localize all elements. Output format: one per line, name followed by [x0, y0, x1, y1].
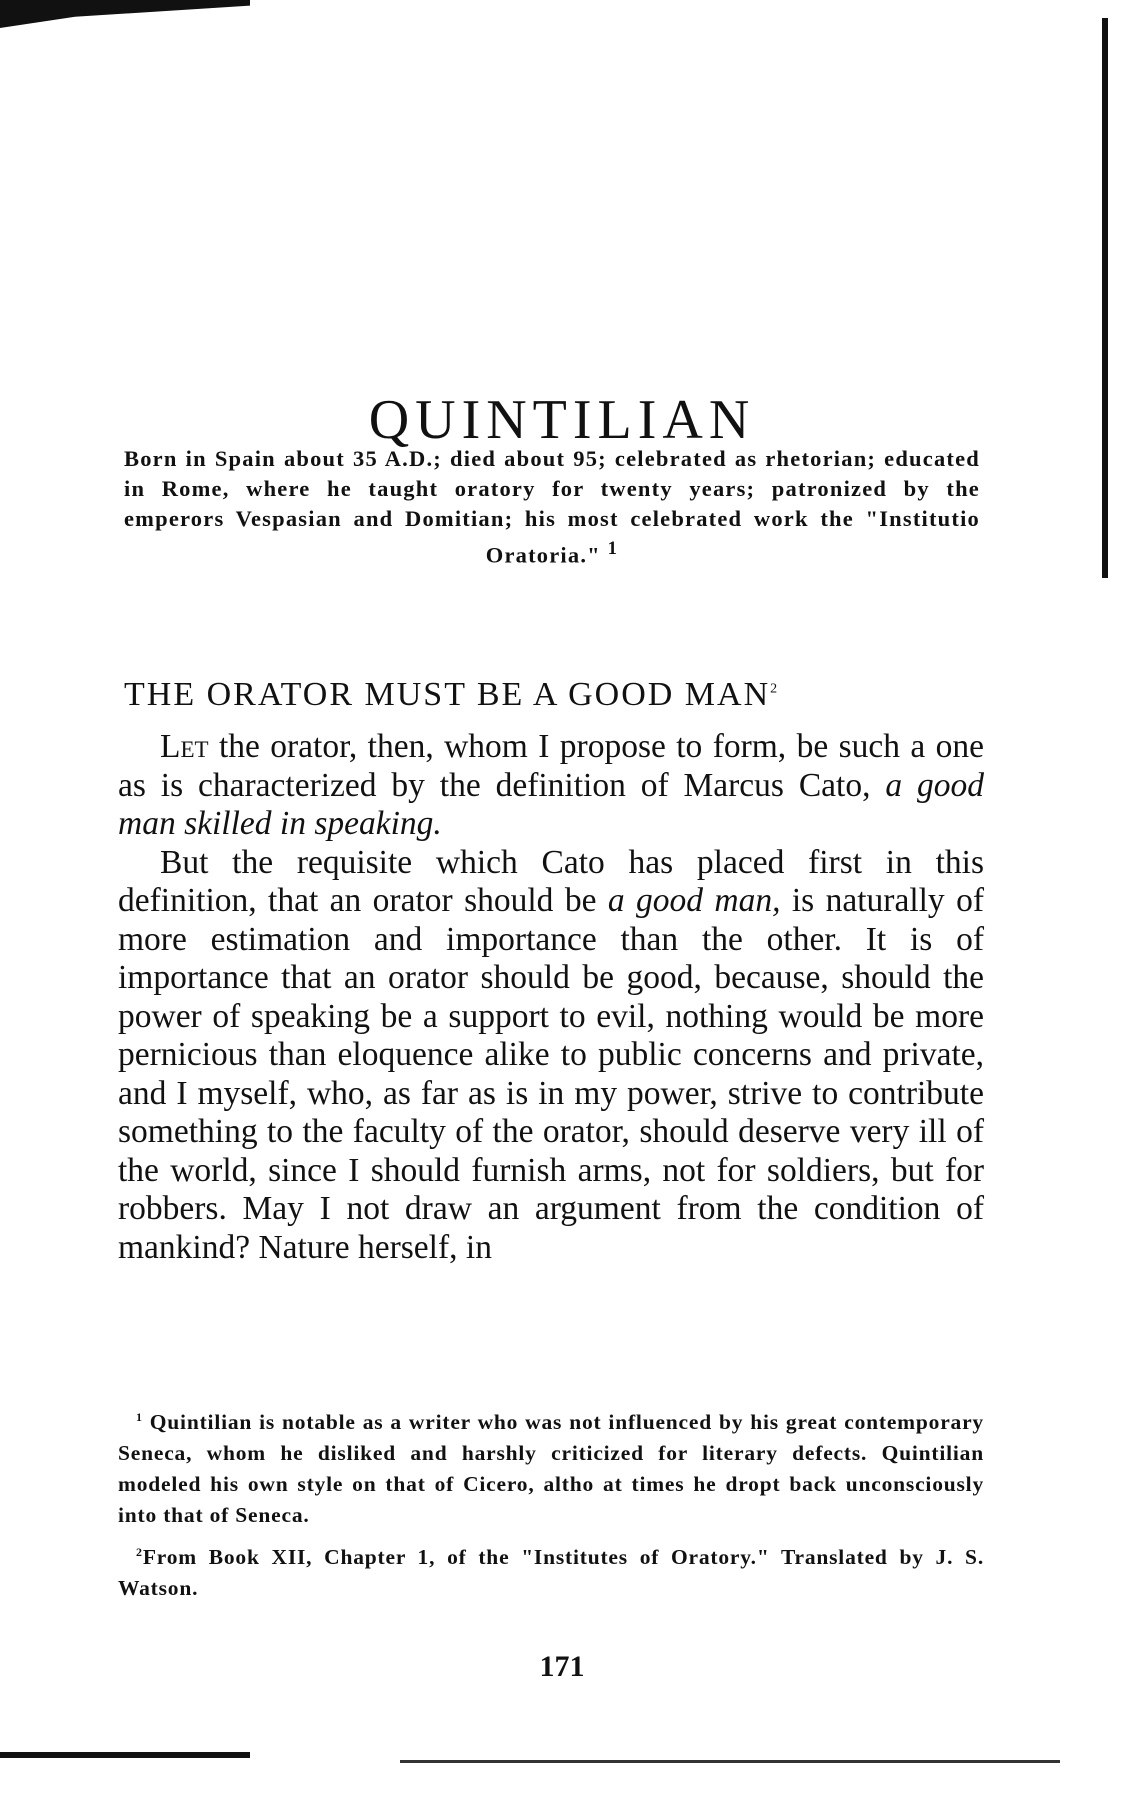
scan-edge-mark [0, 0, 250, 28]
footnote [118, 1537, 984, 1604]
footnote [118, 1402, 984, 1531]
scan-edge-mark [400, 1760, 1060, 1763]
body-text [118, 728, 984, 1267]
heading-footnote-ref: 2 [770, 681, 780, 697]
footnote-text: Quintilian is notable as a writer who was not influenced by his great contemporary Seneca, whom he disliked and harshly criticized for literary defects. Quintilian modeled his own style on that of Cicero, altho at times he dropt back unconsciously into that of Seneca. [118, 1410, 984, 1528]
footnote-mark: 2 [136, 1545, 143, 1560]
page-title: QUINTILIAN [368, 388, 756, 451]
lead-word: Let [160, 728, 209, 765]
footnotes [118, 1402, 984, 1610]
footnote-text: From Book XII, Chapter 1, of the "Institutes of Oratory." Translated by J. S. Watson. [118, 1545, 984, 1601]
italic-phrase: a good man, [607, 882, 781, 919]
bio-footnote-ref: 1 [607, 538, 619, 559]
section-heading [124, 676, 984, 714]
paragraph [118, 844, 984, 1268]
page-number: 171 [539, 1650, 585, 1683]
scan-edge-mark [0, 1752, 250, 1758]
paragraph-text: But the requisite which Cato has placed first in this definition, that an orator should be [118, 843, 984, 919]
scan-edge-mark [1102, 18, 1108, 578]
italic-phrase: a good man skilled in speaking. [118, 766, 985, 842]
paragraph-text: is naturally of more estimation and importance than the other. It is of importance that an orator should be good, because, should the power of speaking be a support to evil, nothing would be more pernicious than eloquence alike to public concerns and private, and I myself, who, as far as is in my power, strive to contribute something to the faculty of the orator, should deserve very ill of the world, since I should furnish arms, not for soldiers, but for robbers. May I not draw an argument from the condition of mankind? Nature herself, in [118, 882, 984, 1266]
author-bio [124, 444, 980, 571]
footnote-mark: 1 [136, 1410, 143, 1424]
paragraph [118, 728, 984, 844]
section-heading-text: THE ORATOR MUST BE A GOOD MAN [124, 676, 771, 713]
bio-text: Born in Spain about 35 A.D.; died about 95; celebrated as rhetorian; educated in Rome, where he taught oratory for twenty years; patronized by the emperors Vespasian and Domitian; his most celebrated work the "Institutio Oratoria." [124, 446, 980, 568]
paragraph-text: the orator, then, whom I propose to form, be such a one as is characterized by the definition of Marcus Cato, [118, 728, 984, 804]
